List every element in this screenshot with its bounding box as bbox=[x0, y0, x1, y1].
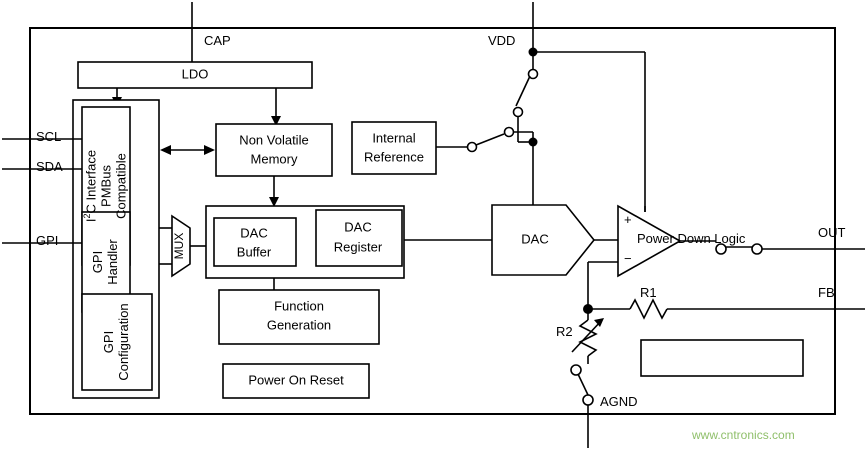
switch-agnd-node-bottom bbox=[583, 395, 593, 405]
block-label-nvm-line1: Non Volatile bbox=[239, 132, 309, 148]
switch-vdd-node-bottom bbox=[514, 108, 523, 117]
watermark: www.cntronics.com bbox=[692, 428, 795, 442]
block-label-ldo: LDO bbox=[181, 66, 209, 82]
block-label-mux: MUX bbox=[172, 232, 187, 260]
block-label-dac: DAC bbox=[521, 231, 549, 247]
switch-out-node-right bbox=[752, 244, 762, 254]
pin-label-fb: FB bbox=[818, 285, 835, 300]
i2c-line2: PMBus bbox=[98, 165, 114, 207]
pin-label-sda: SDA bbox=[36, 159, 63, 174]
block-label-internal-reference-line1: Internal bbox=[372, 130, 416, 146]
i2c-line3: Compatible bbox=[113, 153, 129, 219]
block-label-function-generation-line1: Function bbox=[274, 298, 324, 314]
block-label-buf: Power Down Logic bbox=[637, 231, 746, 246]
block-label-dac-register-line1: DAC bbox=[344, 219, 372, 235]
block-label-dac-buffer-line2: Buffer bbox=[236, 244, 272, 260]
switch-ref-node-left bbox=[468, 143, 477, 152]
pin-label-cap: CAP bbox=[204, 33, 231, 48]
buf-minus-label: − bbox=[624, 251, 632, 266]
block-label-gpi-handler: GPI Handler bbox=[90, 239, 120, 285]
block-label-gpi-configuration: GPI Configuration bbox=[101, 303, 131, 381]
switch-ref-node-right bbox=[505, 128, 514, 137]
block-label-dac-register-line2: Register bbox=[333, 239, 383, 255]
component-label-r1: R1 bbox=[640, 285, 657, 300]
block-label-dac-buffer-line1: DAC bbox=[240, 225, 268, 241]
switch-agnd-node-top bbox=[571, 365, 581, 375]
block-label-function-generation-line2: Generation bbox=[266, 317, 332, 333]
pin-label-vdd: VDD bbox=[488, 33, 516, 48]
pin-label-agnd: AGND bbox=[600, 394, 638, 409]
block-label-nvm-line2: Memory bbox=[250, 151, 298, 167]
buf-plus-label: + bbox=[624, 212, 632, 227]
block-label-power-on-reset: Power On Reset bbox=[248, 372, 344, 388]
pin-label-out: OUT bbox=[818, 225, 846, 240]
component-label-r2: R2 bbox=[556, 324, 573, 339]
block-label-internal-reference-line2: Reference bbox=[364, 149, 424, 165]
pin-label-scl: SCL bbox=[36, 129, 62, 144]
pin-label-gpi: GPI bbox=[36, 233, 59, 248]
block-power-down-logic bbox=[641, 340, 803, 376]
block-dac-register bbox=[316, 210, 402, 266]
i2c-line1: $I^2C$ Interface bbox=[82, 149, 99, 223]
i2c-superscript-2: 2 bbox=[82, 213, 93, 219]
